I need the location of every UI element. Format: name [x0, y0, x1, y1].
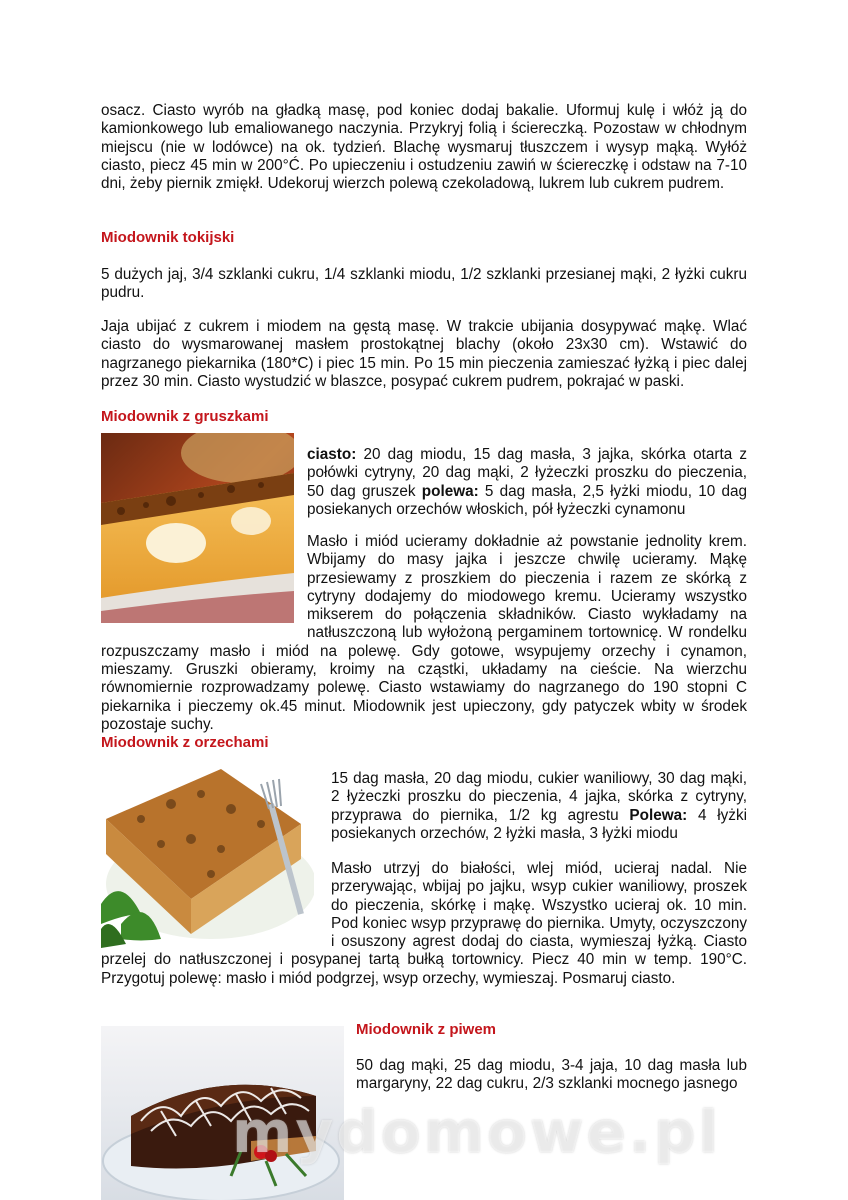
- recipe-ingredients-piwo: 50 dag mąki, 25 dag miodu, 3-4 jaja, 10 dag masła lub margaryny, 22 dag cukru, 2/3 szklanki mocnego jasnego: [356, 1057, 747, 1093]
- recipe-ingredients-tokijski: 5 dużych jaj, 3/4 szklanki cukru, 1/4 szklanki miodu, 1/2 szklanki przesianej mąki, 2 łyżki cukru pudru.: [101, 266, 747, 302]
- ingredients-ciasto: 20 dag miodu, 15 dag masła, 3 jajka, skórka otarta z połówki cytryny, 20 dag mąki, 2 łyżeczki proszku do pieczenia, 50 dag gruszek: [307, 446, 747, 500]
- recipe-method-gruszki: [101, 533, 747, 734]
- method-text-gruszki: Masło i miód ucieramy dokładnie aż powstanie jednolity krem. Wbijamy do masy jajka i jeszcze chwilę ucieramy. Mąkę przesiewamy z proszkiem do pieczenia i razem ze skórką z cytryny dodajemy do miodowego kremu. Ucieramy wszystko mikserem do połączenia składników. Ciasto wykładamy na natłuszczoną lub wyłożoną pergaminem tortownicę. W rondelku rozpuszczamy masło i miód na polewę. Gdy gotowe, wsypujemy orzechy i cynamon, mieszamy. Gruszki obieramy, kroimy na cząstki, układamy na cieście. Na wierzchu równomiernie rozprowadzamy polewę. Ciasto wstawiamy do nagrzanego do 190 stopni C piekarnika i pieczemy ok.45 minut. Miodownik jest upieczony, gdy patyczek wbity w środek pozostaje suchy.: [101, 533, 747, 733]
- ingredients-before: 15 dag masła, 20 dag miodu, cukier waniliowy, 30 dag mąki, 2 łyżeczki proszku do pieczenia, 4 jajka, skórka z cytryny, przyprawa do piernika, 1/2 kg agrestu: [331, 770, 747, 824]
- ingredients-polewa: 5 dag masła, 2,5 łyżki miodu, 10 dag posiekanych orzechów włoskich, pół łyżeczki cynamonu: [307, 482, 747, 518]
- recipe-title-orzechy: Miodownik z orzechami: [101, 734, 269, 751]
- recipe-title-gruszki: Miodownik z gruszkami: [101, 408, 269, 425]
- continued-paragraph: osacz. Ciasto wyrób na gładką masę, pod koniec dodaj bakalie. Uformuj kulę i włóż ją do kamionkowego lub emaliowanego naczynia. Przykryj folią i ściereczką. Pozostaw w chłodnym miejscu (nie w lodówce) na ok. tydzień. Blachę wysmaruj tłuszczem i wysyp mąką. Wyłóż ciasto, piecz 45 min w 200°Ć. Po upieczeniu i ostudzeniu zawiń w ściereczkę i odstaw na 7-10 dni, żeby piernik zmiękł. Udekoruj wierzch polewą czekoladową, lukrem lub cukrem pudrem.: [101, 102, 747, 193]
- recipe-ingredients-gruszki: [307, 446, 747, 519]
- label-polewa-orzechy: Polewa:: [629, 806, 688, 824]
- watermark: mydomowe.pl: [232, 1098, 722, 1166]
- recipe-ingredients-orzechy: [331, 770, 747, 843]
- label-ciasto: ciasto:: [307, 446, 357, 463]
- recipe-method-tokijski: Jaja ubijać z cukrem i miodem na gęstą masę. W trakcie ubijania dosypywać mąkę. Wlać ciasto do wysmarowanej masłem prostokątnej blachy (około 23x30 cm). Wstawić do nagrzanego piekarnika (180*C) i piec 15 min. Po 15 min pieczenia zamieszać łyżką i piec dalej przez 30 min. Ciasto wystudzić w blaszce, posypać cukrem pudrem, pokrajać w paski.: [101, 318, 747, 390]
- recipe-title-tokijski: Miodownik tokijski: [101, 229, 235, 246]
- recipe-method-orzechy: [101, 860, 747, 988]
- float-spacer: [101, 533, 307, 625]
- method-text-orzechy: Masło utrzyj do białości, wlej miód, ucieraj nadal. Nie przerywając, wbijaj po jajku, wsyp cukier waniliowy, proszek do pieczenia, skórkę i mąkę. Wszystko ucieraj ok. 10 min. Pod koniec wsyp przyprawę do piernika. Umyty, oczyszczony i osuszony agrest dodaj do ciasta, wymieszaj łyżką. Ciasto przelej do natłuszczonej i posypanej tartą bułką tortownicy. Piecz 40 min w temp. 190°C. Przygotuj polewę: masło i miód podgrzej, wsyp orzechy, wymieszaj. Posmaruj ciasto.: [101, 860, 747, 987]
- float-spacer: [101, 860, 331, 948]
- recipe-title-piwo: Miodownik z piwem: [356, 1021, 497, 1038]
- ingredients-after: 4 łyżki posiekanych orzechów, 2 łyżki masła, 3 łyżki miodu: [331, 806, 748, 842]
- label-polewa: polewa:: [421, 482, 479, 500]
